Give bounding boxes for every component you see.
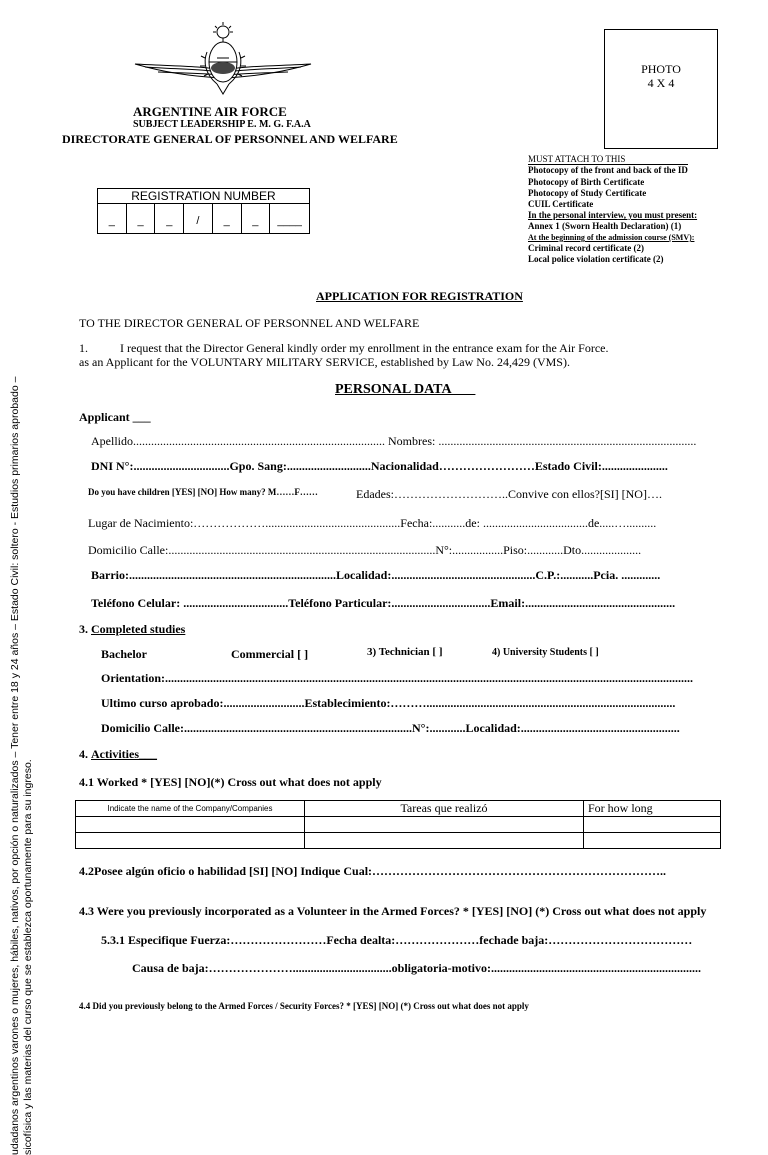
form-title: APPLICATION FOR REGISTRATION bbox=[316, 289, 523, 303]
photo-size: 4 X 4 bbox=[647, 76, 675, 90]
photo-label: PHOTO bbox=[641, 62, 681, 76]
trade-question[interactable]: 4.2Posee algún oficio o habilidad [SI] [NO] Indique Cual:……………………………………………………………….. bbox=[79, 864, 667, 878]
registration-cell[interactable]: _ bbox=[155, 204, 184, 233]
technician-option[interactable]: 3) Technician [ ] bbox=[367, 646, 443, 658]
paragraph-number: 1. bbox=[79, 341, 88, 355]
registration-label: REGISTRATION NUMBER bbox=[98, 189, 309, 204]
study-address-field[interactable]: Domicilio Calle:............................................................................N°:............Localidad:..................................................... bbox=[101, 721, 680, 735]
children-field[interactable]: Do you have children [YES] [NO] How many? M……F…… bbox=[88, 487, 318, 497]
addressee: TO THE DIRECTOR GENERAL OF PERSONNEL AND WELFARE bbox=[79, 316, 420, 330]
birthplace-field[interactable]: Lugar de Nacimiento:……………….............................................Fecha:...........de: ...................................de.....….......... bbox=[88, 516, 657, 530]
activities-title: Activities___ bbox=[91, 747, 157, 761]
ages-field[interactable]: Edades:………………………..Convive con ellos?[SI] [NO]…. bbox=[356, 487, 662, 501]
attach-title: MUST ATTACH TO THIS bbox=[528, 154, 688, 165]
request-line-2: as an Applicant for the VOLUNTARY MILITARY SERVICE, established by Law No. 24,429 (VMS). bbox=[79, 355, 570, 369]
worked-question: 4.1 Worked * [YES] [NO](*) Cross out what does not apply bbox=[79, 775, 382, 789]
leadership-line: SUBJECT LEADERSHIP E. M. G. F.A.A bbox=[133, 119, 311, 130]
registration-cell[interactable]: ____ bbox=[277, 215, 302, 227]
photo-placeholder[interactable] bbox=[604, 29, 718, 149]
last-course-field[interactable]: Ultimo curso aprobado:...........................Establecimiento:………................................................................................... bbox=[101, 696, 676, 710]
registration-cell[interactable]: _ bbox=[98, 204, 127, 233]
address-field[interactable]: Domicilio Calle:.........................................................................................N°:.................Piso:............Dto.................... bbox=[88, 543, 642, 557]
course-title: At the beginning of the admission course (SMV): bbox=[528, 233, 695, 242]
registration-separator: / bbox=[184, 204, 213, 233]
registration-cell[interactable]: _ bbox=[127, 204, 156, 233]
table-cell[interactable] bbox=[584, 817, 721, 833]
table-row bbox=[76, 817, 721, 833]
course-item: Criminal record certificate (2) bbox=[528, 243, 645, 253]
section-number: 4. bbox=[79, 747, 88, 761]
table-header: Indicate the name of the Company/Companies bbox=[76, 801, 305, 817]
table-header: For how long bbox=[584, 801, 721, 817]
bachelor-option[interactable]: Bachelor bbox=[101, 647, 147, 661]
dni-field[interactable]: DNI N°:................................Gpo. Sang:............................Nacionalidad……………………Estado Civil:...................... bbox=[91, 459, 668, 473]
attach-item: Photocopy of Study Certificate bbox=[528, 188, 647, 198]
course-item: Local police violation certificate (2) bbox=[528, 254, 664, 264]
applicant-label: Applicant ___ bbox=[79, 410, 151, 424]
table-cell[interactable] bbox=[76, 817, 305, 833]
org-name: ARGENTINE AIR FORCE bbox=[133, 104, 287, 119]
studies-title: Completed studies bbox=[91, 622, 186, 636]
section-number: 3. bbox=[79, 622, 88, 636]
table-row bbox=[76, 833, 721, 849]
table-cell[interactable] bbox=[305, 817, 584, 833]
request-line-1: I request that the Director General kindly order my enrollment in the entrance exam for the Air Force. bbox=[120, 341, 609, 355]
directorate-line: DIRECTORATE GENERAL OF PERSONNEL AND WELFARE bbox=[62, 132, 398, 146]
side-line: udadanos argentinos varones o mujeres, hábiles, nativos, por opción o naturalizados – Tener entre 18 y 24 años – Estado Civil: soltero - Estudios primarios aprobado – bbox=[9, 376, 21, 1155]
orientation-field[interactable]: Orientation:................................................................................................................................................................................ bbox=[101, 671, 693, 685]
surname-name-field[interactable]: Apellido.................................................................................... Nombres: ...................................................................................... bbox=[91, 434, 697, 448]
table-cell[interactable] bbox=[76, 833, 305, 849]
neighborhood-field[interactable]: Barrio:.....................................................................Localidad:................................................C.P.:...........Pcia. ............. bbox=[91, 568, 661, 582]
registration-cell[interactable]: _ bbox=[242, 204, 271, 233]
interview-title: In the personal interview, you must present: bbox=[528, 210, 698, 220]
table-cell[interactable] bbox=[305, 833, 584, 849]
attach-item: CUIL Certificate bbox=[528, 199, 594, 209]
attach-item: Photocopy of the front and back of the ID bbox=[528, 165, 688, 175]
security-forces-question: 4.4 Did you previously belong to the Armed Forces / Security Forces? * [YES] [NO] (*) Cross out what does not apply bbox=[79, 1001, 529, 1011]
discharge-cause-field[interactable]: Causa de baja:………………….................................obligatoria-motivo:...................................................................... bbox=[132, 961, 701, 975]
registration-number-box[interactable] bbox=[97, 188, 310, 234]
attach-item: Photocopy of Birth Certificate bbox=[528, 177, 645, 187]
table-cell[interactable] bbox=[584, 833, 721, 849]
phone-email-field[interactable]: Teléfono Celular: ...................................Teléfono Particular:.................................Email:.................................................. bbox=[91, 596, 676, 610]
table-row bbox=[76, 801, 721, 817]
commercial-option[interactable]: Commercial [ ] bbox=[231, 647, 309, 661]
side-requirements-text bbox=[9, 155, 35, 1155]
work-history-table bbox=[75, 800, 721, 849]
registration-cell[interactable]: _ bbox=[213, 204, 242, 233]
university-option[interactable]: 4) University Students [ ] bbox=[492, 647, 599, 658]
personal-data-title: PERSONAL DATA ___ bbox=[335, 382, 476, 397]
table-header: Tareas que realizó bbox=[305, 801, 584, 817]
volunteer-question: 4.3 Were you previously incorporated as a Volunteer in the Armed Forces? * [YES] [NO] (*) Cross out what does not apply bbox=[79, 904, 707, 918]
side-line: sicofísica y las materias del curso que se establezca oportunamente para su ingreso. bbox=[22, 759, 34, 1155]
interview-item: Annex 1 (Sworn Health Declaration) (1) bbox=[528, 221, 682, 231]
air-force-emblem-icon bbox=[133, 22, 313, 102]
force-field[interactable]: 5.3.1 Especifique Fuerza:……………………Fecha dealta:…………………fechade baja:……………………………… bbox=[101, 933, 693, 947]
